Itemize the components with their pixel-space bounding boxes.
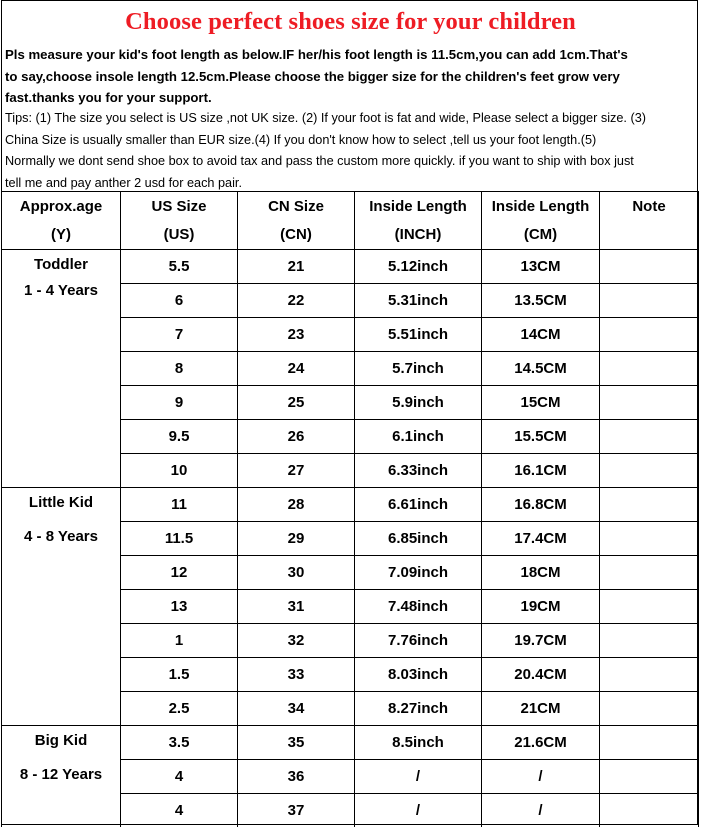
note-cell — [600, 590, 699, 624]
header-note: Note — [600, 192, 699, 250]
cn-size-cell: 24 — [238, 352, 355, 386]
tips-line: Normally we dont send shoe box to avoid tax and pass the custom more quickly. if you want to ship with box just — [5, 154, 634, 168]
inside-length-inch-cell: 6.33inch — [355, 454, 482, 488]
inside-length-cm-cell: 18CM — [482, 556, 600, 590]
us-size-cell: 11 — [121, 488, 238, 522]
note-cell — [600, 454, 699, 488]
note-cell — [600, 692, 699, 726]
inside-length-cm-cell: 13CM — [482, 250, 600, 284]
inside-length-cm-cell: 14.5CM — [482, 352, 600, 386]
size-chart-table — [1, 191, 699, 827]
inside-length-cm-cell: 14CM — [482, 318, 600, 352]
us-size-cell: 1.5 — [121, 658, 238, 692]
inside-length-inch-cell: 5.9inch — [355, 386, 482, 420]
inside-length-cm-cell: / — [482, 760, 600, 794]
inside-length-inch-cell: 5.31inch — [355, 284, 482, 318]
note-cell — [600, 318, 699, 352]
age-group-range: 8 - 12 Years — [19, 766, 103, 783]
us-size-cell: 5.5 — [121, 250, 238, 284]
header-us-size: US Size (US) — [121, 192, 238, 250]
inside-length-cm-cell: 19CM — [482, 590, 600, 624]
cn-size-cell: 28 — [238, 488, 355, 522]
us-size-cell: 3.5 — [121, 726, 238, 760]
cn-size-cell: 37 — [238, 794, 355, 827]
age-group-cell — [2, 488, 121, 726]
cn-size-cell: 35 — [238, 726, 355, 760]
us-size-cell: 10 — [121, 454, 238, 488]
note-cell — [600, 760, 699, 794]
cn-size-cell: 23 — [238, 318, 355, 352]
header-inside-length-cm: Inside Length (CM) — [482, 192, 600, 250]
note-cell — [600, 284, 699, 318]
note-cell — [600, 352, 699, 386]
cn-size-cell: 33 — [238, 658, 355, 692]
inside-length-inch-cell: 5.7inch — [355, 352, 482, 386]
intro-line: fast.thanks you for your support. — [5, 90, 212, 105]
us-size-cell: 4 — [121, 794, 238, 827]
note-cell — [600, 726, 699, 760]
cn-size-cell: 26 — [238, 420, 355, 454]
table-row — [2, 250, 699, 284]
page-title: Choose perfect shoes size for your children — [125, 8, 576, 35]
note-cell — [600, 250, 699, 284]
us-size-cell: 6 — [121, 284, 238, 318]
us-size-cell: 2.5 — [121, 692, 238, 726]
intro-line: to say,choose insole length 12.5cm.Please choose the bigger size for the children's feet grow very — [5, 68, 620, 84]
us-size-cell: 1 — [121, 624, 238, 658]
us-size-cell: 7 — [121, 318, 238, 352]
inside-length-inch-cell: 7.76inch — [355, 624, 482, 658]
inside-length-inch-cell: 8.27inch — [355, 692, 482, 726]
note-cell — [600, 794, 699, 827]
inside-length-cm-cell: 19.7CM — [482, 624, 600, 658]
inside-length-inch-cell: 6.61inch — [355, 488, 482, 522]
inside-length-inch-cell: 8.5inch — [355, 726, 482, 760]
table-row — [2, 488, 699, 522]
inside-length-inch-cell: / — [355, 794, 482, 827]
table-header-row — [2, 192, 699, 250]
inside-length-inch-cell: / — [355, 760, 482, 794]
inside-length-inch-cell: 6.1inch — [355, 420, 482, 454]
us-size-cell: 13 — [121, 590, 238, 624]
note-cell — [600, 420, 699, 454]
cn-size-cell: 31 — [238, 590, 355, 624]
note-cell — [600, 488, 699, 522]
inside-length-cm-cell: 17.4CM — [482, 522, 600, 556]
inside-length-cm-cell: 15CM — [482, 386, 600, 420]
inside-length-cm-cell: 21CM — [482, 692, 600, 726]
inside-length-cm-cell: 16.1CM — [482, 454, 600, 488]
age-group-name: Big Kid — [34, 732, 88, 749]
header-cn-size: CN Size (CN) — [238, 192, 355, 250]
inside-length-cm-cell: 20.4CM — [482, 658, 600, 692]
us-size-cell: 9 — [121, 386, 238, 420]
age-group-cell — [2, 250, 121, 488]
tips-line: Tips: (1) The size you select is US size ,not UK size. (2) If your foot is fat and wide, Please select a bigger size. (3) — [5, 111, 646, 125]
note-cell — [600, 556, 699, 590]
cn-size-cell: 27 — [238, 454, 355, 488]
inside-length-inch-cell: 8.03inch — [355, 658, 482, 692]
age-group-range: 1 - 4 Years — [24, 282, 98, 299]
note-cell — [600, 624, 699, 658]
header-age: Approx.age (Y) — [2, 192, 121, 250]
table-row — [2, 726, 699, 760]
cn-size-cell: 25 — [238, 386, 355, 420]
cn-size-cell: 32 — [238, 624, 355, 658]
inside-length-cm-cell: 16.8CM — [482, 488, 600, 522]
intro-paragraph — [5, 44, 699, 109]
tips-line: tell me and pay anther 2 usd for each pair. — [5, 175, 242, 190]
age-group-cell — [2, 726, 121, 827]
us-size-cell: 12 — [121, 556, 238, 590]
inside-length-inch-cell: 7.09inch — [355, 556, 482, 590]
inside-length-inch-cell: 5.12inch — [355, 250, 482, 284]
note-cell — [600, 522, 699, 556]
inside-length-cm-cell: / — [482, 794, 600, 827]
cn-size-cell: 29 — [238, 522, 355, 556]
cn-size-cell: 21 — [238, 250, 355, 284]
intro-line: Pls measure your kid's foot length as below.IF her/his foot length is 11.5cm,you can add 1cm.That's — [5, 47, 628, 62]
age-group-name: Little Kid — [28, 494, 94, 511]
us-size-cell: 9.5 — [121, 420, 238, 454]
age-group-range: 4 - 8 Years — [24, 528, 98, 545]
inside-length-inch-cell: 5.51inch — [355, 318, 482, 352]
cn-size-cell: 36 — [238, 760, 355, 794]
inside-length-inch-cell: 6.85inch — [355, 522, 482, 556]
inside-length-cm-cell: 21.6CM — [482, 726, 600, 760]
us-size-cell: 4 — [121, 760, 238, 794]
us-size-cell: 8 — [121, 352, 238, 386]
note-cell — [600, 658, 699, 692]
inside-length-inch-cell: 7.48inch — [355, 590, 482, 624]
header-inside-length-inch: Inside Length (INCH) — [355, 192, 482, 250]
age-group-name: Toddler — [34, 256, 88, 273]
tips-paragraph — [5, 108, 699, 194]
note-cell — [600, 386, 699, 420]
cn-size-cell: 22 — [238, 284, 355, 318]
inside-length-cm-cell: 15.5CM — [482, 420, 600, 454]
tips-line: China Size is usually smaller than EUR size.(4) If you don't know how to select ,tell us your foot length.(5) — [5, 132, 597, 147]
inside-length-cm-cell: 13.5CM — [482, 284, 600, 318]
cn-size-cell: 30 — [238, 556, 355, 590]
cn-size-cell: 34 — [238, 692, 355, 726]
us-size-cell: 11.5 — [121, 522, 238, 556]
